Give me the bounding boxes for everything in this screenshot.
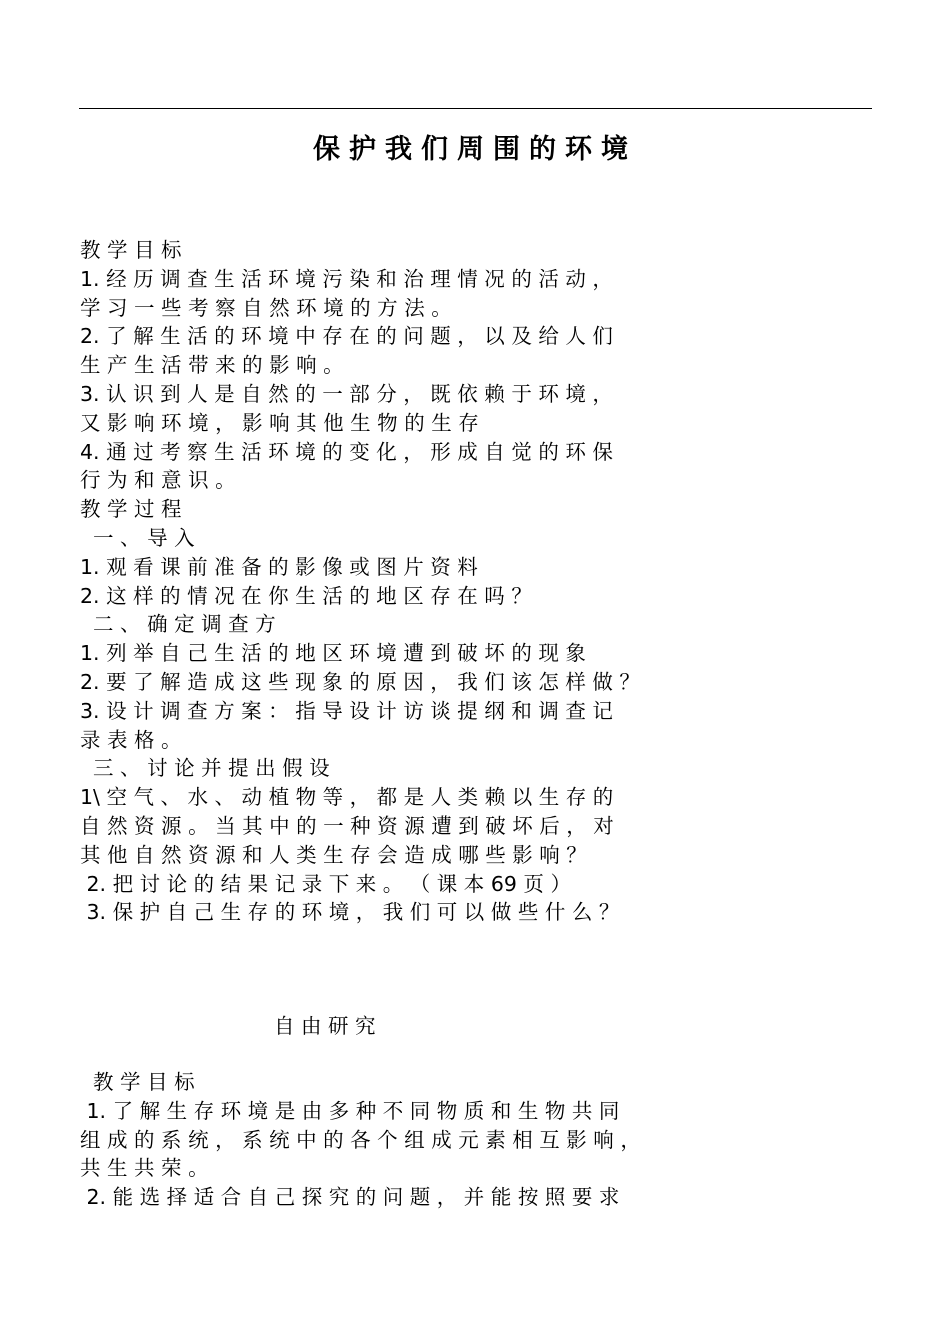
body-line: 自 然 资 源 。 当 其 中 的 一 种 资 源 遭 到 破 坏 后 ， 对	[80, 814, 614, 838]
body-line: 学 习 一 些 考 察 自 然 环 境 的 方 法 。	[80, 295, 452, 320]
body-line: 1. 列 举 自 己 生 活 的 地 区 环 境 遭 到 破 坏 的 现 象	[80, 641, 586, 666]
document-title: 保护我们周围的环境	[313, 134, 637, 165]
body-line: 行 为 和 意 识 。	[80, 468, 236, 493]
body-line: 二 、 确 定 调 查 方	[80, 612, 276, 637]
body-line: 4. 通 过 考 察 生 活 环 境 的 变 化 ， 形 成 自 觉 的 环 保	[80, 439, 613, 464]
body-line: 又 影 响 环 境 ， 影 响 其 他 生 物 的 生 存	[80, 410, 479, 435]
body-line: 1. 了 解 生 存 环 境 是 由 多 种 不 同 物 质 和 生 物 共 同	[80, 1098, 620, 1123]
body-line: 教 学 目 标	[80, 238, 182, 262]
body-line: 教 学 过 程	[80, 497, 182, 522]
body-line: 2. 把 讨 论 的 结 果 记 录 下 来 。 （ 课 本 69 页 ）	[80, 871, 571, 896]
header-rule	[79, 108, 872, 109]
body-line: 2. 要 了 解 造 成 这 些 现 象 的 原 因 ， 我 们 该 怎 样 做 ？	[80, 670, 640, 694]
body-line: 三 、 讨 论 并 提 出 假 设	[80, 756, 330, 781]
body-line: 1\ 空 气 、 水 、 动 植 物 等 ， 都 是 人 类 赖 以 生 存 的	[80, 785, 614, 810]
body-line: 2. 能 选 择 适 合 自 己 探 究 的 问 题 ， 并 能 按 照 要 求	[80, 1185, 620, 1210]
body-line: 3. 认 识 到 人 是 自 然 的 一 部 分 ， 既 依 赖 于 环 境 ，	[80, 382, 613, 406]
body-line: 教 学 目 标	[80, 1070, 195, 1094]
section-title: 自 由 研 究	[274, 1014, 376, 1038]
body-line: 1. 观 看 课 前 准 备 的 影 像 或 图 片 资 料	[80, 554, 478, 579]
body-line: 3. 保 护 自 己 生 存 的 环 境 ， 我 们 可 以 做 些 什 么 ？	[80, 900, 620, 925]
body-line: 录 表 格 。	[80, 727, 182, 752]
body-line: 3. 设 计 调 查 方 案 ： 指 导 设 计 访 谈 提 纲 和 调 查 记	[80, 698, 613, 723]
body-line: 2. 这 样 的 情 况 在 你 生 活 的 地 区 存 在 吗 ？	[80, 583, 532, 608]
body-line: 生 产 生 活 带 来 的 影 响 。	[80, 353, 344, 378]
body-line: 组 成 的 系 统 ， 系 统 中 的 各 个 组 成 元 素 相 互 影 响 ，	[80, 1127, 641, 1152]
body-line: 2. 了 解 生 活 的 环 境 中 存 在 的 问 题 ， 以 及 给 人 们	[80, 324, 613, 349]
body-line: 1. 经 历 调 查 生 活 环 境 污 染 和 治 理 情 况 的 活 动 ，	[80, 266, 613, 291]
body-line: 其 他 自 然 资 源 和 人 类 生 存 会 造 成 哪 些 影 响 ？	[80, 842, 587, 867]
body-line: 共 生 共 荣 。	[80, 1156, 209, 1181]
body-line: 一 、 导 入	[80, 526, 195, 550]
